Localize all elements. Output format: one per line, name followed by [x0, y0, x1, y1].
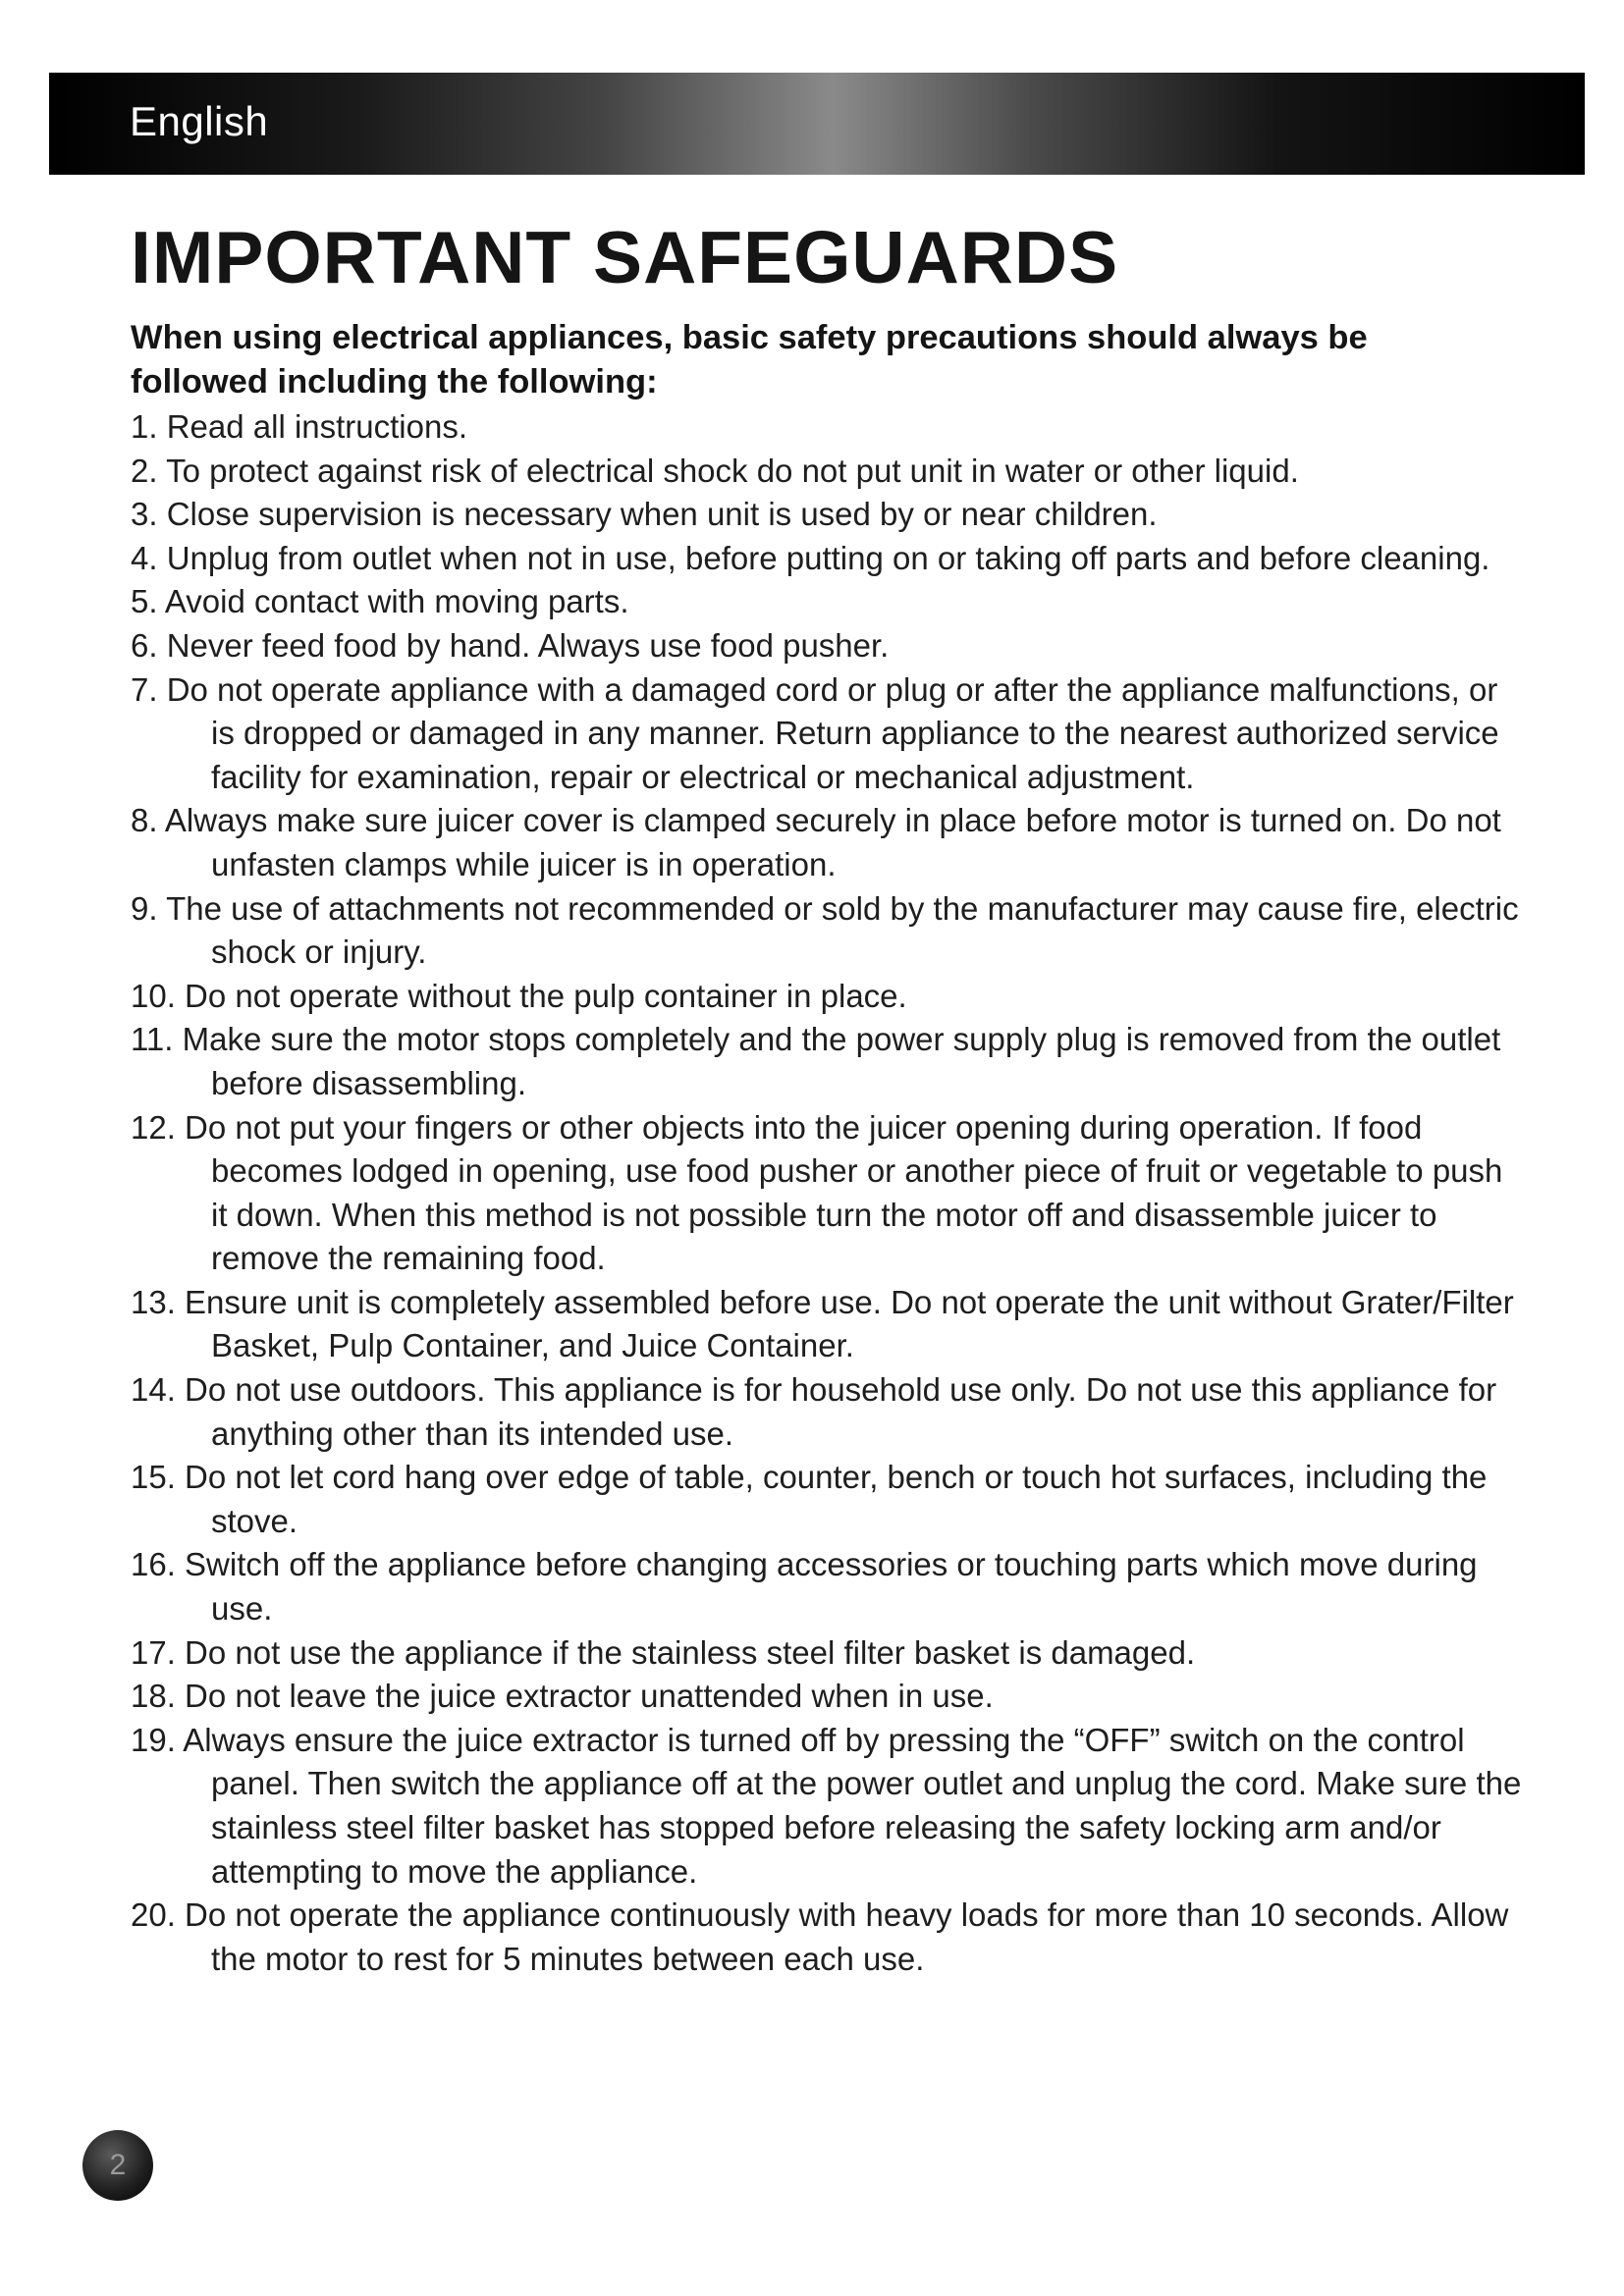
- safeguard-text: Do not put your fingers or other objects into the juicer opening during operation. If food becomes lodged in opening, use food pusher or another piece of fruit or vegetable to push it down. When this method is not possible turn the motor off and disassemble juicer to remove the remaining food.: [185, 1108, 1503, 1277]
- safeguard-text: Avoid contact with moving parts.: [164, 583, 629, 620]
- safeguard-item: [131, 450, 1525, 494]
- safeguard-text: Always ensure the juice extractor is turned off by pressing the “OFF” switch on the control panel. Then switch the appliance off at the power outlet and unplug the cord. Make sure the stainless steel filter basket has stopped before releasing the safety locking arm and/or attempting to move the appliance.: [183, 1721, 1522, 1890]
- page-number-badge: [82, 2130, 153, 2201]
- safeguard-item: [131, 1368, 1525, 1456]
- safeguard-item: [131, 887, 1525, 975]
- safeguard-item: [131, 975, 1525, 1019]
- safeguard-item: [131, 668, 1525, 800]
- safeguard-number: 11.: [131, 1021, 174, 1058]
- safeguard-item: [131, 1456, 1525, 1543]
- safeguard-number: 16.: [131, 1546, 176, 1583]
- safeguard-item: [131, 1018, 1525, 1105]
- safeguard-text: Read all instructions.: [166, 408, 468, 445]
- safeguard-number: 5.: [131, 583, 158, 620]
- safeguard-number: 18.: [131, 1678, 176, 1715]
- safeguard-number: 17.: [131, 1633, 176, 1671]
- safeguard-text: Do not let cord hang over edge of table, counter, bench or touch hot surfaces, including the stove.: [185, 1459, 1488, 1539]
- safeguard-item: [131, 1281, 1525, 1368]
- safeguard-text: Do not operate the appliance continuously with heavy loads for more than 10 seconds. Allow the motor to rest for 5 minutes between each use.: [185, 1896, 1509, 1977]
- safeguard-item: [131, 493, 1525, 537]
- page-number: 2: [109, 2149, 127, 2181]
- safeguard-number: 2.: [131, 452, 158, 489]
- safeguard-item: [131, 1106, 1525, 1281]
- safeguard-number: 4.: [131, 539, 158, 576]
- safeguard-text: The use of attachments not recommended or sold by the manufacturer may cause fire, electric shock or injury.: [166, 889, 1519, 971]
- safeguard-text: Do not use the appliance if the stainless steel filter basket is damaged.: [185, 1633, 1196, 1671]
- safeguard-number: 15.: [131, 1459, 176, 1496]
- safeguard-number: 12.: [131, 1108, 176, 1146]
- safeguard-text: To protect against risk of electrical shock do not put unit in water or other liquid.: [166, 452, 1299, 489]
- safeguard-text: Always make sure juicer cover is clamped securely in place before motor is turned on. Do not unfasten clamps while juicer is in operation.: [164, 802, 1501, 882]
- safeguard-text: Ensure unit is completely assembled before use. Do not operate the unit without Grater/Filter Basket, Pulp Container, and Juice Container.: [185, 1283, 1514, 1364]
- safeguard-number: 10.: [131, 977, 176, 1014]
- safeguard-text: Do not operate without the pulp container in place.: [185, 977, 907, 1014]
- safeguard-item: [131, 405, 1525, 450]
- safeguard-item: [131, 1631, 1525, 1676]
- safeguard-text: Make sure the motor stops completely and the power supply plug is removed from the outlet before disassembling.: [182, 1021, 1501, 1101]
- safeguard-item: [131, 580, 1525, 624]
- safeguard-number: 1.: [131, 408, 158, 445]
- safeguard-text: Do not leave the juice extractor unattended when in use.: [185, 1678, 994, 1715]
- safeguard-number: 7.: [131, 670, 158, 708]
- safeguard-number: 8.: [131, 802, 158, 839]
- safeguard-item: [131, 537, 1525, 581]
- intro-paragraph: When using electrical appliances, basic safety precautions should always be followed including the following:: [131, 319, 1368, 400]
- safeguard-text: Switch off the appliance before changing accessories or touching parts which move during use.: [185, 1546, 1478, 1628]
- language-label: English: [130, 98, 269, 144]
- page-title: IMPORTANT SAFEGUARDS: [131, 216, 1119, 298]
- safeguard-text: Do not operate appliance with a damaged cord or plug or after the appliance malfunctions, or is dropped or damaged in any manner. Return appliance to the nearest authorized service facility for examination, repair or electrical or mechanical adjustment.: [166, 670, 1499, 795]
- safeguard-number: 20.: [131, 1896, 176, 1934]
- safeguard-text: Unplug from outlet when not in use, before putting on or taking off parts and before cleaning.: [166, 539, 1490, 576]
- language-header-bar: [49, 73, 1585, 175]
- safeguard-list: [131, 405, 1525, 1981]
- safeguard-number: 3.: [131, 496, 158, 533]
- safeguard-text: Do not use outdoors. This appliance is for household use only. Do not use this appliance for anything other than its intended use.: [185, 1371, 1497, 1452]
- safeguard-number: 19.: [131, 1721, 176, 1758]
- safeguard-number: 9.: [131, 889, 158, 927]
- safeguard-item: [131, 1894, 1525, 1981]
- safeguard-item: [131, 799, 1525, 886]
- safeguard-item: [131, 624, 1525, 668]
- safeguard-item: [131, 1675, 1525, 1719]
- safeguard-number: 6.: [131, 626, 158, 664]
- safeguard-number: 13.: [131, 1283, 176, 1320]
- safeguard-item: [131, 1719, 1525, 1894]
- safeguard-text: Never feed food by hand. Always use food pusher.: [166, 626, 890, 664]
- safeguard-number: 14.: [131, 1371, 176, 1409]
- safeguard-item: [131, 1543, 1525, 1630]
- safeguard-text: Close supervision is necessary when unit is used by or near children.: [166, 496, 1158, 533]
